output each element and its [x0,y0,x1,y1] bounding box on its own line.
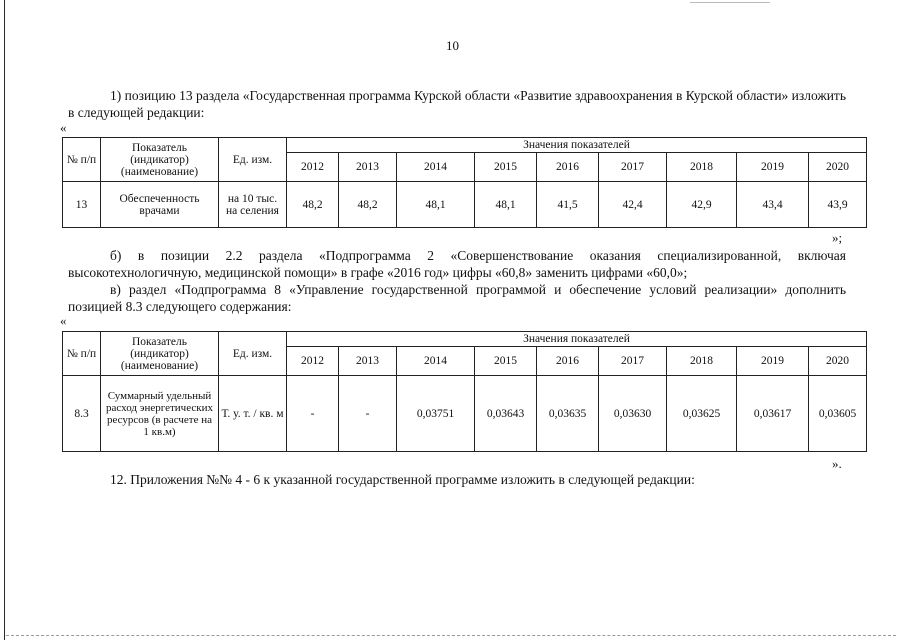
header-year: 2018 [667,153,737,182]
header-indicator: Показатель (индикатор) (наименование) [101,138,219,182]
close-quote-1: »; [832,230,843,245]
header-year: 2016 [537,153,599,182]
indicator-table-1 [62,137,867,228]
row-num: 13 [63,182,101,228]
paragraph-item-b-text: б) в позиции 2.2 раздела «Подпрограмма 2 «Совершенствование оказания специализированной, включая высокотехнологичную, медицинской помощи» в графе «2016 год» цифры «60,8» заменить цифрами «60,0»; [68,248,846,280]
header-year: 2012 [287,347,339,376]
paragraph-item-b [68,247,846,281]
header-year: 2014 [397,347,475,376]
header-year: 2019 [737,347,809,376]
paragraph-item-v-text: в) раздел «Подпрограмма 8 «Управление государственной программой и обеспечение условий реализации» дополнить позицией 8.3 следующего содержания: [68,282,846,314]
paragraph-item-12-text: 12. Приложения №№ 4 - 6 к указанной государственной программе изложить в следующей редакции: [110,472,695,487]
header-year: 2016 [537,347,599,376]
header-year: 2018 [667,347,737,376]
row-value: 0,03635 [537,376,599,452]
header-year: 2015 [475,347,537,376]
row-indicator: Суммарный удельный расход энергетических ресурсов (в расчете на 1 кв.м) [101,376,219,452]
table-row [63,182,867,228]
header-year: 2019 [737,153,809,182]
row-unit: на 10 тыс. на селения [219,182,287,228]
open-quote-1: « [60,120,67,135]
row-value: - [339,376,397,452]
header-unit: Ед. изм. [219,332,287,376]
indicator-table-2 [62,331,867,452]
paragraph-item-12 [68,471,846,488]
header-num: № п/п [63,138,101,182]
row-value: 43,4 [737,182,809,228]
paragraph-item-1 [68,87,846,121]
header-num: № п/п [63,332,101,376]
row-value: 0,03605 [809,376,867,452]
header-indicator: Показатель (индикатор) (наименование) [101,332,219,376]
header-year: 2013 [339,153,397,182]
row-value: - [287,376,339,452]
table-row [63,376,867,452]
header-year: 2020 [809,347,867,376]
scan-artifact-top [690,2,770,3]
row-value: 42,4 [599,182,667,228]
row-value: 0,03625 [667,376,737,452]
row-value: 41,5 [537,182,599,228]
row-num: 8.3 [63,376,101,452]
scan-artifact-bottom [6,635,896,637]
header-year: 2015 [475,153,537,182]
open-quote-2: « [60,313,67,328]
close-quote-2: ». [832,456,842,471]
header-year: 2020 [809,153,867,182]
header-year: 2013 [339,347,397,376]
row-value: 48,2 [339,182,397,228]
row-value: 0,03751 [397,376,475,452]
row-value: 43,9 [809,182,867,228]
header-year: 2017 [599,153,667,182]
row-value: 0,03630 [599,376,667,452]
row-value: 42,9 [667,182,737,228]
row-value: 48,1 [475,182,537,228]
paragraph-item-v [68,281,846,315]
paragraph-item-1-text: 1) позицию 13 раздела «Государственная программа Курской области «Развитие здравоохранения в Курской области» изложить в следующей редакции: [68,88,846,120]
header-year: 2017 [599,347,667,376]
row-value: 48,2 [287,182,339,228]
header-values: Значения показателей [287,138,867,153]
row-value: 0,03643 [475,376,537,452]
header-year: 2012 [287,153,339,182]
page-number: 10 [446,38,459,53]
scan-edge-line [4,0,5,640]
header-unit: Ед. изм. [219,138,287,182]
row-indicator: Обеспеченность врачами [101,182,219,228]
header-values: Значения показателей [287,332,867,347]
header-year: 2014 [397,153,475,182]
row-unit: Т. у. т. / кв. м [219,376,287,452]
row-value: 48,1 [397,182,475,228]
row-value: 0,03617 [737,376,809,452]
